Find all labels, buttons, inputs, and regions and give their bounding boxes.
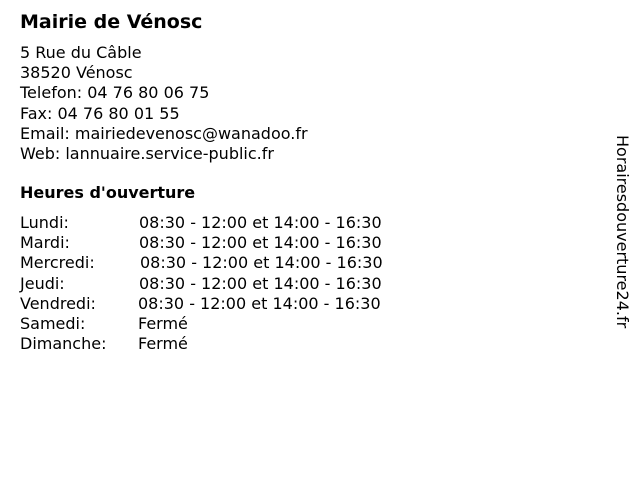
address-street: 5 Rue du Câble bbox=[20, 43, 142, 62]
time-value: Fermé bbox=[138, 313, 188, 333]
fax-number: Fax: 04 76 80 01 55 bbox=[20, 103, 180, 123]
site-watermark: Horairesdouverture24.fr bbox=[613, 135, 632, 329]
day-label: Dimanche: bbox=[20, 334, 107, 354]
time-value: 08:30 - 12:00 et 14:00 - 16:30 bbox=[138, 293, 381, 313]
day-label: Mercredi: bbox=[20, 253, 95, 273]
email-address: Email: mairiedevenosc@wanadoo.fr bbox=[20, 123, 308, 143]
time-value: 08:30 - 12:00 et 14:00 - 16:30 bbox=[139, 273, 382, 293]
contact-block bbox=[20, 43, 308, 164]
day-label: Mardi: bbox=[20, 233, 70, 253]
time-value: Fermé bbox=[138, 334, 188, 354]
time-value: 08:30 - 12:00 et 14:00 - 16:30 bbox=[140, 253, 383, 273]
time-value: 08:30 - 12:00 et 14:00 - 16:30 bbox=[139, 233, 382, 253]
business-name: Mairie de Vénosc bbox=[20, 11, 203, 33]
phone-number: Telefon: 04 76 80 06 75 bbox=[20, 83, 210, 103]
day-label: Samedi: bbox=[20, 313, 86, 333]
address-city: 38520 Vénosc bbox=[20, 63, 133, 83]
website: Web: lannuaire.service-public.fr bbox=[20, 144, 274, 164]
day-label: Jeudi: bbox=[20, 273, 65, 293]
day-label: Vendredi: bbox=[20, 293, 96, 313]
time-value: 08:30 - 12:00 et 14:00 - 16:30 bbox=[139, 213, 382, 232]
hours-heading: Heures d'ouverture bbox=[20, 183, 196, 202]
day-label: Lundi: bbox=[20, 213, 69, 232]
